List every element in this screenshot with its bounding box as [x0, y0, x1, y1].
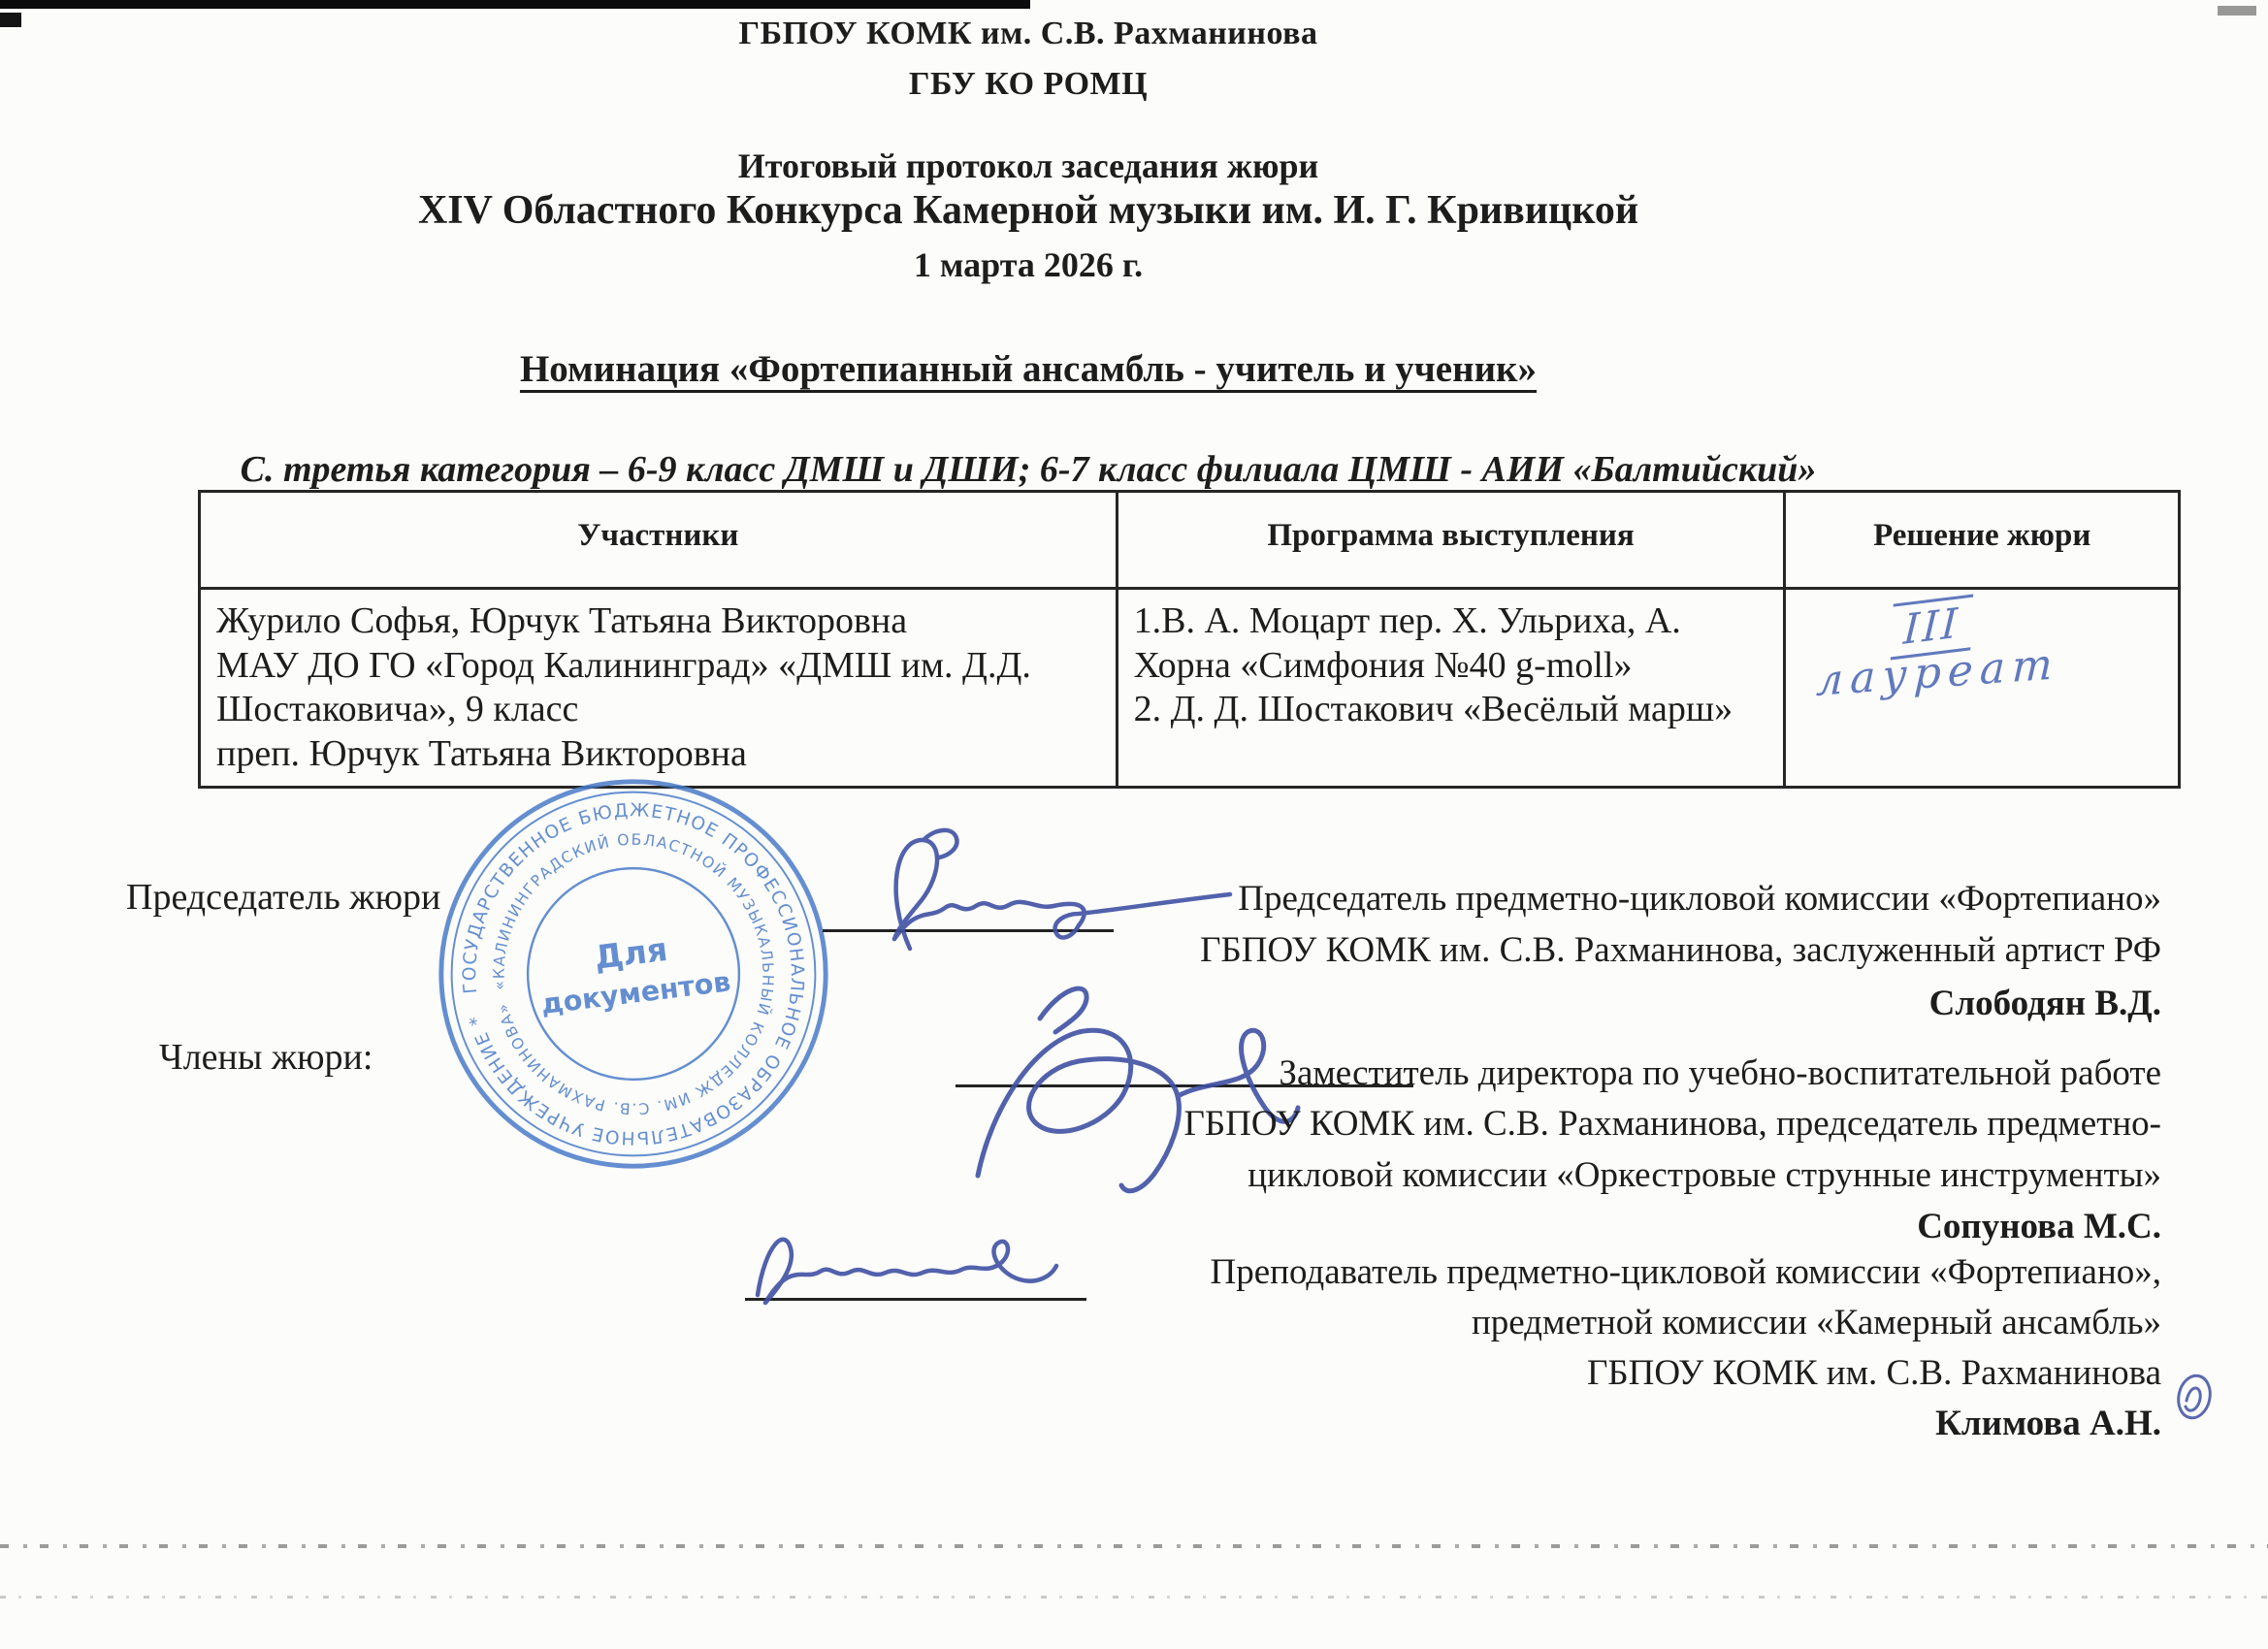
org-name-line-1: ГБПОУ КОМК им. С.В. Рахманинова [738, 16, 1318, 51]
members-label: Члены жюри: [159, 1037, 373, 1078]
participants-names: Журило Софья, Юрчук Татьяна Викторовна [216, 600, 908, 641]
member2-name: Климова А.Н. [1935, 1404, 2161, 1443]
scan-noise-line [0, 1544, 2268, 1548]
participants-teacher: преп. Юрчук Татьяна Викторовна [216, 732, 747, 774]
program-item-2: 2. Д. Д. Шостакович «Весёлый марш» [1133, 689, 1733, 730]
program-item-1: 1.В. А. Моцарт пер. Х. Ульриха, А. Хорна «Симфония №40 g-moll» [1133, 600, 1681, 686]
program-cell [1118, 590, 1787, 786]
org-name-line-2: ГБУ КО РОМЦ [908, 66, 1149, 102]
scan-noise-line [0, 1596, 2268, 1599]
participants-cell [201, 590, 1118, 786]
member2-title-line-1: Преподаватель предметно-цикловой комиссии «Фортепиано», [1210, 1252, 2161, 1292]
member1-title-line-2: ГБПОУ КОМК им. С.В. Рахманинова, председатель предметно- [1183, 1104, 2161, 1144]
member2-title-line-3: ГБПОУ КОМК им. С.В. Рахманинова [1587, 1353, 2161, 1393]
ink-flourish-mark [2171, 1370, 2219, 1433]
nomination-title: Номинация «Фортепианный ансамбль - учитель и ученик» [519, 348, 1538, 390]
chair-title-line-2: ГБПОУ КОМК им. С.В. Рахманинова, заслуженный артист РФ [1200, 930, 2161, 970]
member1-title-line-3: цикловой комиссии «Оркестровые струнные инструменты» [1247, 1155, 2161, 1195]
stamp-center-line-1: Для [592, 929, 670, 977]
column-header-participants: Участники [201, 493, 1118, 587]
scan-edge-artifact [0, 0, 1030, 9]
member2-title-line-2: предметной комиссии «Камерный ансамбль» [1471, 1303, 2161, 1342]
chair-title-line-1: Председатель предметно-цикловой комиссии «Фортепиано» [1238, 879, 2161, 919]
document-date: 1 марта 2026 г. [913, 245, 1144, 284]
column-header-decision: Решение жюри [1873, 518, 2091, 553]
handwritten-laureate: лауреат [1815, 639, 2060, 706]
scan-edge-artifact [2218, 6, 2256, 16]
document-title: Итоговый протокол заседания жюри [737, 146, 1319, 185]
member1-name: Сопунова М.С. [1917, 1207, 2161, 1246]
chair-label: Председатель жюри [126, 877, 441, 918]
stamp-outer-ring-text: ГОСУДАРСТВЕННОЕ БЮДЖЕТНОЕ ПРОФЕССИОНАЛЬНОЕ ОБРАЗОВАТЕЛЬНОЕ УЧРЕЖДЕНИЕ * [460, 800, 807, 1148]
chair-name: Слободян В.Д. [1928, 984, 2161, 1023]
participants-school: МАУ ДО ГО «Город Калининград» «ДМШ им. Д.Д. Шостаковича», 9 класс [216, 644, 1031, 730]
table-header-row [201, 493, 2178, 590]
stamp-center-line-2: документов [538, 965, 732, 1021]
member1-title-line-1: Заместитель директора по учебно-воспитательной работе [1279, 1053, 2161, 1093]
column-header-program: Программа выступления [1118, 493, 1787, 587]
stamp-graphic [410, 751, 856, 1196]
official-stamp [410, 751, 856, 1196]
stamp-inner-ring-text: «КАЛИНИНГРАДСКИЙ ОБЛАСТНОЙ МУЗЫКАЛЬНЫЙ КОЛЛЕДЖ ИМ. С.В. РАХМАНИНОВА» [489, 829, 778, 1118]
competition-title: XIV Областного Конкурса Камерной музыки им. И. Г. Кривицкой [417, 188, 1639, 233]
results-table [198, 490, 2181, 789]
handwritten-place: III [1891, 595, 1973, 661]
category-title: С. третья категория – 6-9 класс ДМШ и ДШИ; 6-7 класс филиала ЦМШ - АИИ «Балтийский» [240, 449, 1817, 490]
